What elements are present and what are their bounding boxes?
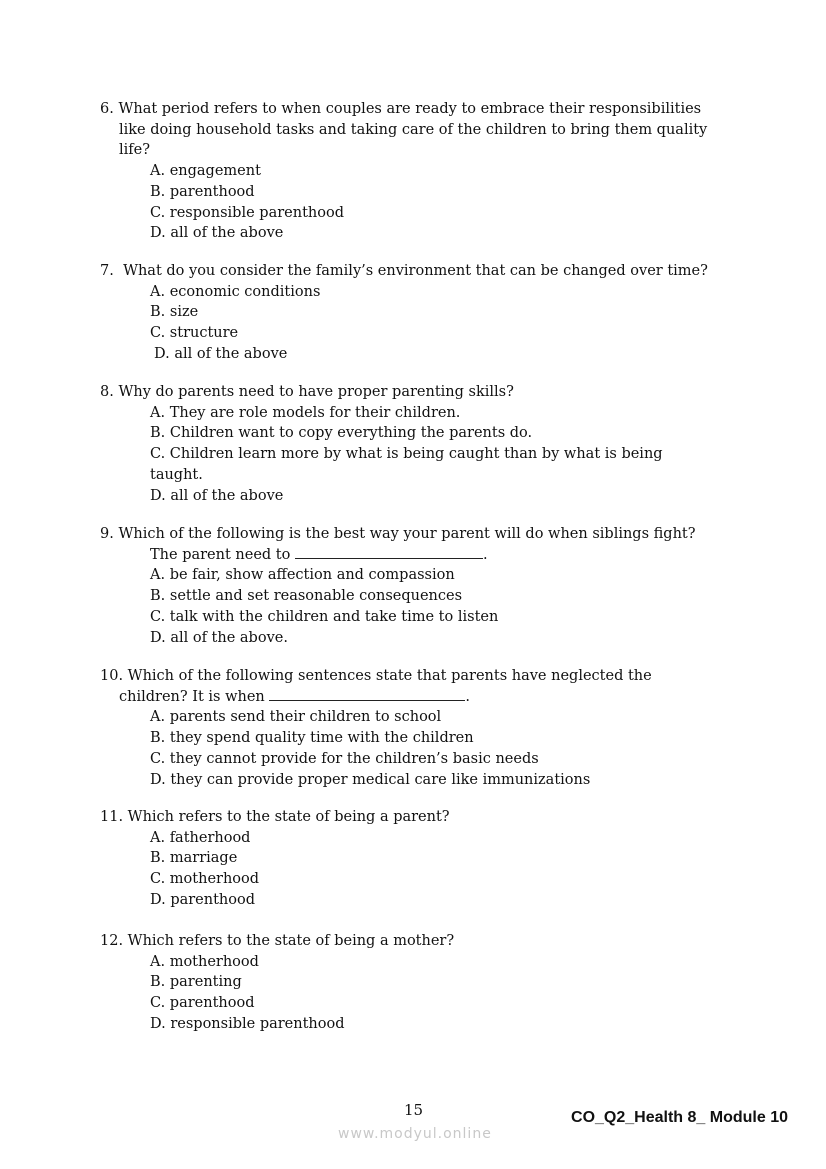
question-number: 8. — [100, 384, 114, 400]
question-number: 6. — [100, 101, 114, 117]
option-a: A. be fair, show affection and compassion — [150, 567, 455, 584]
option-a: A. engagement — [150, 163, 261, 180]
answer-blank — [269, 688, 465, 701]
question-text: life? — [119, 142, 150, 159]
option-d: D. all of the above — [150, 487, 284, 504]
watermark: www.modyul.online — [338, 1126, 492, 1142]
option-c: C. Children learn more by what is being caught than by what is being — [150, 446, 663, 463]
question-stem: 10. Which of the following sentences state that parents have neglected the children? It is when . — [100, 668, 652, 705]
question-6 — [100, 99, 740, 244]
question-stem — [100, 931, 740, 952]
question-text: Why do parents need to have proper parenting skills? — [118, 384, 514, 400]
answer-blank — [295, 546, 483, 559]
option-b: B. settle and set reasonable consequences — [150, 588, 463, 605]
options-list — [150, 565, 740, 648]
options-list — [150, 282, 740, 365]
option-b: B. marriage — [150, 850, 238, 867]
question-text: Which refers to the state of being a parent? — [127, 809, 450, 825]
option-c: C. structure — [150, 325, 239, 342]
question-number: 11. — [100, 809, 124, 825]
option-a: A. parents send their children to school — [150, 709, 442, 726]
option-d: D. all of the above — [154, 345, 288, 362]
question-text: children? It is when — [119, 688, 265, 705]
question-8 — [100, 382, 740, 506]
question-11 — [100, 807, 740, 911]
question-text: The parent need to — [150, 546, 291, 563]
question-text: Which of the following is the best way your parent will do when siblings fight? — [118, 526, 696, 542]
question-stem: 9. Which of the following is the best way your parent will do when siblings fight? The parent need to . — [100, 526, 696, 563]
option-b: B. Children want to copy everything the parents do. — [150, 425, 533, 442]
option-a: A. They are role models for their children. — [150, 404, 461, 421]
option-c-continued: taught. — [150, 466, 203, 483]
question-text: Which refers to the state of being a mother? — [127, 933, 455, 949]
option-d: D. they can provide proper medical care like immunizations — [150, 771, 591, 788]
option-a: A. economic conditions — [150, 283, 321, 300]
module-code-footer: CO_Q2_Health 8_ Module 10 — [571, 1109, 788, 1126]
question-9 — [100, 524, 740, 648]
question-stem — [100, 99, 740, 161]
page-number: 15 — [404, 1101, 424, 1119]
option-c: C. parenthood — [150, 995, 255, 1012]
option-a: A. fatherhood — [150, 829, 251, 846]
options-list — [150, 952, 740, 1035]
option-c: C. they cannot provide for the children’s basic needs — [150, 750, 539, 767]
option-b: B. parenthood — [150, 183, 255, 200]
option-b: B. size — [150, 304, 199, 321]
option-c: C. motherhood — [150, 871, 260, 888]
question-stem — [100, 807, 740, 828]
question-stem — [100, 261, 740, 282]
question-number: 7. — [100, 263, 114, 279]
question-stem — [100, 382, 740, 403]
option-c: C. responsible parenthood — [150, 204, 344, 221]
question-7 — [100, 261, 740, 365]
option-d: D. responsible parenthood — [150, 1015, 345, 1032]
options-list — [150, 403, 740, 507]
option-c: C. talk with the children and take time to listen — [150, 608, 499, 625]
question-text: What period refers to when couples are ready to embrace their responsibilities — [118, 101, 702, 117]
question-10 — [100, 666, 740, 790]
question-text: What do you consider the family’s environment that can be changed over time? — [123, 263, 708, 279]
option-d: D. all of the above — [150, 225, 284, 242]
question-12 — [100, 931, 740, 1035]
options-list — [150, 707, 740, 790]
option-b: B. they spend quality time with the children — [150, 730, 474, 747]
options-list — [150, 161, 740, 244]
option-a: A. motherhood — [150, 953, 259, 970]
option-b: B. parenting — [150, 974, 242, 991]
question-number: 10. — [100, 668, 124, 684]
question-number: 12. — [100, 933, 124, 949]
option-d: D. all of the above. — [150, 629, 288, 646]
options-list — [150, 828, 740, 911]
question-text: like doing household tasks and taking care of the children to bring them quality — [119, 121, 708, 138]
question-text: Which of the following sentences state that parents have neglected the — [127, 668, 652, 684]
option-d: D. parenthood — [150, 891, 256, 908]
question-number: 9. — [100, 526, 114, 542]
